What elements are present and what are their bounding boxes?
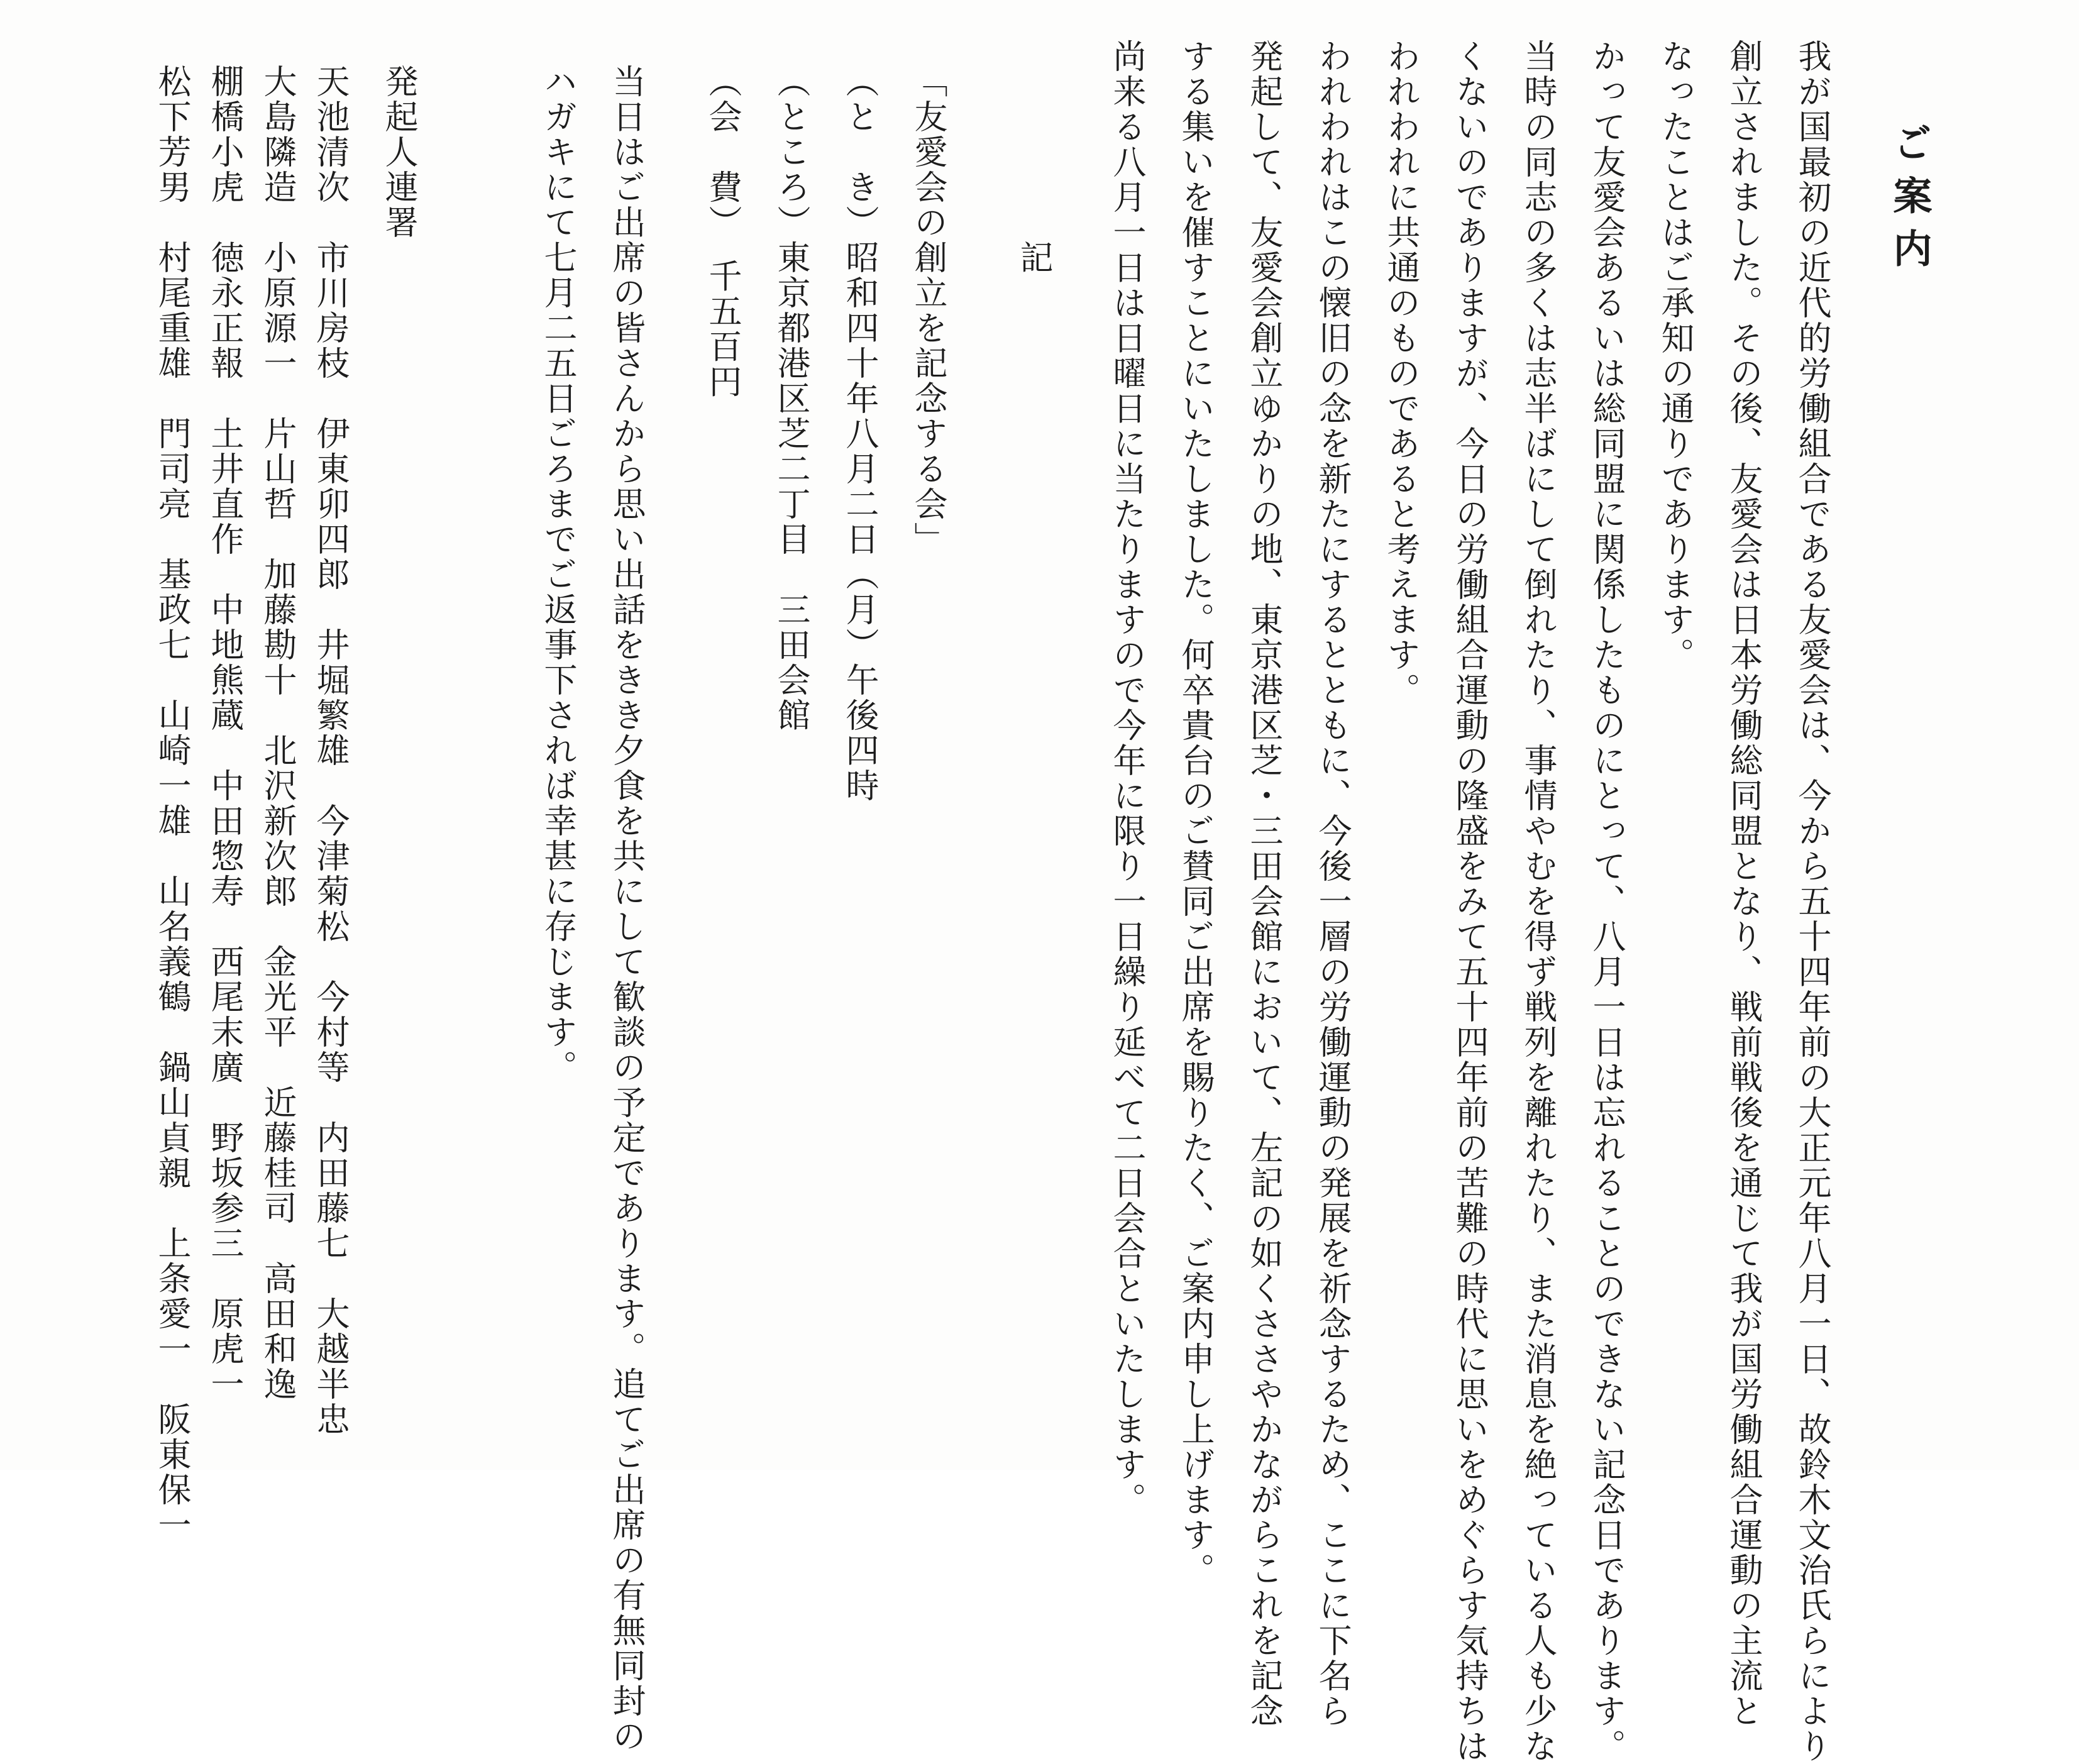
body-line-10: する集いを催すことにいたしました。何卒貴台のご賛同ご出席を賜りたく、ご案内申し上げます。 — [1176, 39, 1215, 1588]
body-line-11: 尚来る八月一日は日曜日に当たりますので今年に限り一日繰り延べて二日会合といたします。 — [1108, 39, 1146, 1518]
body-line-8: われわれはこの懐旧の念を新たにするとともに、今後一層の労働運動の発展を祈念するため、ここに下名ら — [1313, 39, 1352, 1729]
event-fee: （会 費） 千五百円 — [703, 64, 742, 400]
body-line-1: 我が国最初の近代的労働組合である友愛会は、今から五十四年前の大正元年八月一日、故鈴木文治氏らにより — [1793, 39, 1831, 1764]
event-place: （ところ）東京都港区芝二丁目 三田会館 — [772, 64, 810, 733]
body-line-7: われわれに共通のものであると考えます。 — [1382, 39, 1420, 708]
body-line-2: 創立されました。その後、友愛会は日本労働総同盟となり、戦前戦後を通じて我が国労働組合運動の主流と — [1724, 39, 1763, 1729]
body-line-9: 発起して、友愛会創立ゆかりの地、東京港区芝・三田会館において、左記の如くささやかながらこれを記念 — [1245, 39, 1283, 1729]
document-title: ご案内 — [1887, 123, 1933, 281]
signatories-line-1: 天池清次 市川房枝 伊東卯四郎 井堀繁雄 今津菊松 今村等 内田藤七 大越半忠 — [311, 64, 350, 1437]
closing-line-2: ハガキにて七月二五日ごろまでご返事下されば幸甚に存じます。 — [539, 64, 577, 1085]
body-line-4: かって友愛会あるいは総同盟に関係したものにとって、八月一日は忘れることのできない記念日であります。 — [1587, 39, 1626, 1764]
closing-line-1: 当日はご出席の皆さんから思い出話をきき夕食を共にして歓談の予定であります。追てご出席の有無同封の — [607, 64, 646, 1754]
event-name: 「友愛会の創立を記念する会」 — [909, 64, 947, 557]
signatories-line-2: 大島隣造 小原源一 片山哲 加藤勘十 北沢新次郎 金光平 近藤桂司 高田和逸 — [258, 64, 297, 1402]
body-line-6: くないのでありますが、今日の労働組合運動の隆盛をみて五十四年前の苦難の時代に思いをめぐらす気持ちは — [1450, 39, 1489, 1764]
event-date: （と き）昭和四十年八月二日（月）午後四時 — [841, 64, 879, 803]
signatories-heading: 発起人連署 — [380, 64, 418, 240]
signatories-line-4: 松下芳男 村尾重雄 門司亮 基政七 山崎一雄 山名義鶴 鍋山貞親 上条愛一 阪東保一 — [153, 64, 191, 1543]
body-line-5: 当時の同志の多くは志半ばにして倒れたり、事情やむを得ず戦列を離れたり、また消息を絶っている人も少な — [1519, 39, 1557, 1764]
body-line-3: なったことはご承知の通りであります。 — [1656, 39, 1694, 673]
ki-heading: 記 — [1015, 240, 1053, 275]
signatories-line-3: 棚橋小虎 徳永正報 土井直作 中地熊蔵 中田惣寿 西尾末廣 野坂参三 原虎一 — [206, 64, 244, 1402]
